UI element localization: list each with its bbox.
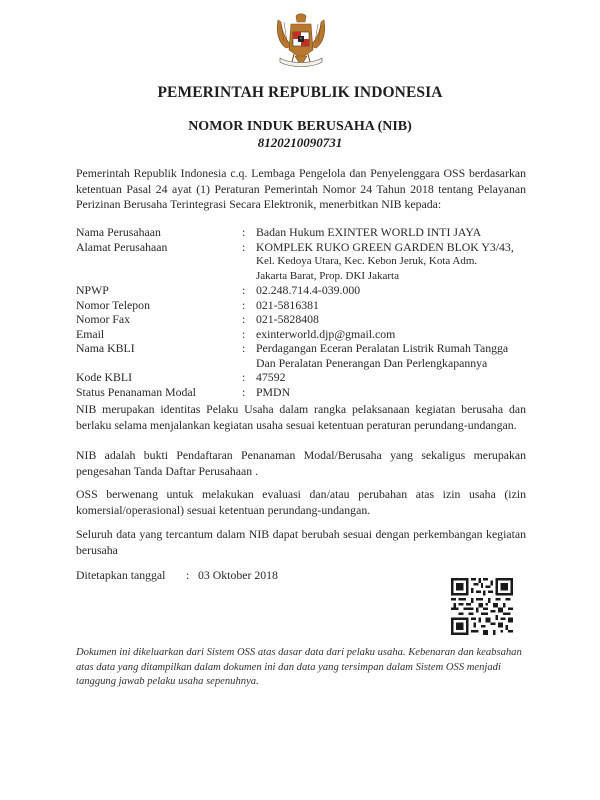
field-value: KOMPLEK RUKO GREEN GARDEN BLOK Y3/43, (256, 239, 514, 254)
qr-code-icon (451, 578, 513, 635)
paragraph-oss-authority: OSS berwenang untuk melakukan evaluasi dan/atau perubahan atas izin usaha (izin komersial/operasional) sesuai ketentuan perundang-undangan. (76, 487, 526, 517)
field-separator: : (242, 239, 246, 254)
field-label: Nama KBLI (76, 341, 135, 355)
field-label: Nomor Fax (76, 312, 131, 326)
field-row-phone (76, 298, 536, 313)
field-separator: : (242, 326, 246, 341)
field-value: Perdagangan Eceran Peralatan Listrik Rumah Tangga (256, 341, 509, 355)
field-value: 021-5816381 (256, 297, 319, 312)
field-value-group (256, 240, 536, 284)
field-separator: : (242, 384, 246, 399)
field-value-line: Kel. Kedoya Utara, Kec. Kebon Jeruk, Kota Adm. (256, 255, 478, 267)
field-label: NPWP (76, 283, 109, 297)
field-label: Nama Perusahaan (76, 225, 161, 239)
field-label: Alamat Perusahaan (76, 239, 168, 254)
field-separator: : (242, 283, 246, 297)
field-separator: : (242, 225, 246, 239)
field-value: 47592 (256, 370, 286, 384)
government-title: PEMERINTAH REPUBLIK INDONESIA (157, 84, 443, 101)
issued-date-value: 03 Oktober 2018 (198, 568, 278, 582)
nib-number: 8120210090731 (257, 135, 343, 150)
document-title: NOMOR INDUK BERUSAHA (NIB) (188, 119, 412, 134)
field-separator: : (242, 297, 246, 312)
field-row-kbli-code (76, 370, 536, 385)
issued-date-row (76, 568, 278, 583)
field-value-group (256, 341, 536, 370)
field-value: exinterworld.djp@gmail.com (256, 326, 396, 341)
field-separator: : (242, 341, 246, 355)
issued-date-separator: : (186, 568, 190, 582)
field-label: Nomor Telepon (76, 297, 150, 312)
paragraph-nib-proof: NIB adalah bukti Pendaftaran Penanaman Modal/Berusaha yang sekaligus merupakan pengesahan Tanda Daftar Perusahaan . (76, 448, 526, 478)
field-row-email (76, 327, 536, 342)
field-row-investment-status (76, 385, 536, 400)
field-row-company-address (76, 240, 536, 284)
field-separator: : (242, 312, 246, 326)
field-value: 02.248.714.4-039.000 (256, 283, 361, 297)
field-value-line: Jakarta Barat, Prop. DKI Jakarta (256, 269, 399, 282)
field-value-line: Dan Peralatan Penerangan Dan Perlengkapannya (256, 355, 488, 370)
field-separator: : (242, 370, 246, 384)
garuda-emblem-icon (272, 12, 330, 74)
company-details (76, 225, 536, 399)
intro-paragraph: Pemerintah Republik Indonesia c.q. Lembaga Pengelola dan Penyelenggara OSS berdasarkan ketentuan Pasal 24 ayat (1) Peraturan Pemerintah Nomor 24 Tahun 2018 tentang Pelayanan Perizinan Berusaha Terintegrasi Secara Elektronik, menerbitkan NIB kepada: (76, 166, 526, 211)
paragraph-data-changes: Seluruh data yang tercantum dalam NIB dapat berubah sesuai dengan perkembangan kegiatan berusaha (76, 527, 526, 557)
field-value: PMDN (256, 384, 291, 399)
field-row-company-name (76, 225, 536, 240)
field-row-kbli-name (76, 341, 536, 370)
disclaimer-footer: Dokumen ini dikeluarkan dari Sistem OSS atas dasar data dari pelaku usaha. Kebenaran dan keabsahan atas data yang ditampilkan dalam dokumen ini dan data yang tersimpan dalam Sistem OSS menjadi tanggung jawab pelaku usaha sepenuhnya. (76, 647, 522, 687)
field-label: Status Penanaman Modal (76, 384, 196, 399)
field-row-npwp (76, 283, 536, 298)
issued-date-label: Ditetapkan tanggal (76, 568, 166, 582)
field-label: Kode KBLI (76, 370, 133, 384)
paragraph-nib-identity: NIB merupakan identitas Pelaku Usaha dalam rangka pelaksanaan kegiatan berusaha dan berlaku selama menjalankan kegiatan usaha sesuai ketentuan peraturan perundang-undangan. (76, 402, 526, 432)
field-value: Badan Hukum EXINTER WORLD INTI JAYA (256, 225, 482, 239)
field-row-fax (76, 312, 536, 327)
field-label: Email (76, 326, 105, 341)
field-value: 021-5828408 (256, 312, 319, 326)
